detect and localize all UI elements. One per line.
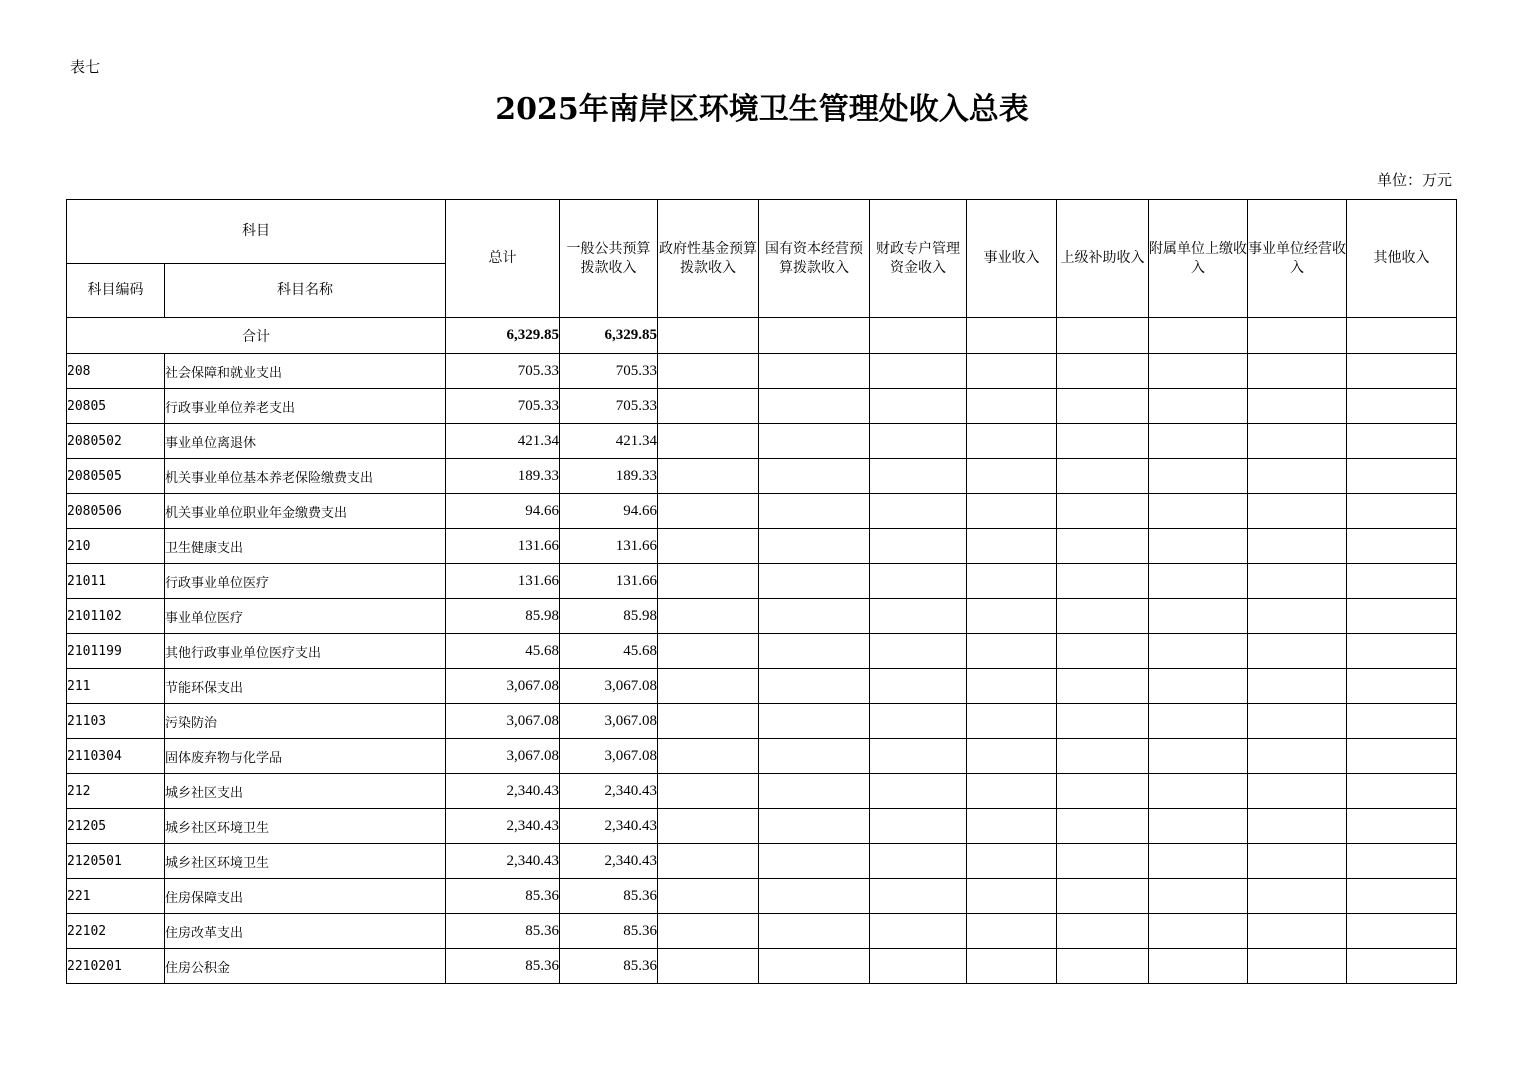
total-label: 合计	[67, 318, 446, 354]
empty-cell	[870, 424, 967, 459]
empty-cell	[759, 739, 870, 774]
empty-cell	[1149, 424, 1248, 459]
general-budget-cell: 85.36	[560, 914, 658, 949]
general-budget-cell: 131.66	[560, 529, 658, 564]
subject-name-cell: 住房公积金	[165, 949, 446, 984]
subject-code-cell: 2101102	[67, 599, 165, 634]
table-row	[67, 669, 1457, 704]
empty-cell	[759, 949, 870, 984]
empty-cell	[1248, 354, 1347, 389]
subject-code-cell: 21205	[67, 809, 165, 844]
empty-cell	[759, 494, 870, 529]
empty-cell	[1149, 879, 1248, 914]
empty-cell	[759, 914, 870, 949]
header-state-capital: 国有资本经营预算拨款收入	[759, 200, 870, 318]
empty-cell	[870, 459, 967, 494]
header-subject-name: 科目名称	[165, 264, 446, 318]
table-row	[67, 634, 1457, 669]
empty-cell	[658, 739, 759, 774]
total-cell: 85.36	[446, 914, 560, 949]
table-row	[67, 704, 1457, 739]
total-cell: 3,067.08	[446, 669, 560, 704]
empty-cell	[967, 914, 1057, 949]
empty-cell	[1347, 669, 1457, 704]
empty-cell	[658, 529, 759, 564]
empty-cell	[658, 879, 759, 914]
subject-name-cell: 卫生健康支出	[165, 529, 446, 564]
empty-cell	[870, 494, 967, 529]
general-budget-cell: 2,340.43	[560, 774, 658, 809]
empty-cell	[1149, 704, 1248, 739]
empty-cell	[1248, 389, 1347, 424]
empty-cell	[1248, 599, 1347, 634]
table-row	[67, 599, 1457, 634]
subject-name-cell: 住房改革支出	[165, 914, 446, 949]
subject-name-cell: 行政事业单位医疗	[165, 564, 446, 599]
header-operating-income: 事业单位经营收入	[1248, 200, 1347, 318]
empty-cell	[870, 739, 967, 774]
empty-cell	[1057, 424, 1149, 459]
empty-cell	[967, 424, 1057, 459]
empty-cell	[1347, 354, 1457, 389]
general-budget-cell: 85.98	[560, 599, 658, 634]
empty-cell	[1057, 564, 1149, 599]
empty-cell	[1248, 459, 1347, 494]
empty-cell	[1149, 318, 1248, 354]
total-cell: 131.66	[446, 529, 560, 564]
empty-cell	[1149, 809, 1248, 844]
total-cell: 2,340.43	[446, 774, 560, 809]
subject-name-cell: 社会保障和就业支出	[165, 354, 446, 389]
table-row	[67, 809, 1457, 844]
empty-cell	[870, 844, 967, 879]
table-row	[67, 354, 1457, 389]
general-budget-cell: 45.68	[560, 634, 658, 669]
empty-cell	[1347, 914, 1457, 949]
table-row	[67, 494, 1457, 529]
subject-name-cell: 机关事业单位基本养老保险缴费支出	[165, 459, 446, 494]
empty-cell	[1149, 564, 1248, 599]
subject-code-cell: 2080502	[67, 424, 165, 459]
empty-cell	[658, 494, 759, 529]
empty-cell	[1057, 529, 1149, 564]
empty-cell	[1149, 494, 1248, 529]
empty-cell	[759, 809, 870, 844]
empty-cell	[1347, 634, 1457, 669]
empty-cell	[759, 704, 870, 739]
empty-cell	[1347, 879, 1457, 914]
empty-cell	[1248, 424, 1347, 459]
total-cell: 85.36	[446, 949, 560, 984]
empty-cell	[1149, 669, 1248, 704]
header-fiscal-special: 财政专户管理资金收入	[870, 200, 967, 318]
empty-cell	[658, 669, 759, 704]
empty-cell	[870, 318, 967, 354]
empty-cell	[1057, 809, 1149, 844]
total-cell: 3,067.08	[446, 739, 560, 774]
empty-cell	[967, 529, 1057, 564]
table-row	[67, 459, 1457, 494]
empty-cell	[759, 318, 870, 354]
total-row	[67, 318, 1457, 354]
subject-name-cell: 事业单位离退休	[165, 424, 446, 459]
empty-cell	[1347, 424, 1457, 459]
empty-cell	[658, 459, 759, 494]
empty-cell	[1057, 739, 1149, 774]
general-budget-cell: 94.66	[560, 494, 658, 529]
subject-name-cell: 机关事业单位职业年金缴费支出	[165, 494, 446, 529]
income-summary-table	[66, 199, 1457, 984]
header-gov-fund: 政府性基金预算拨款收入	[658, 200, 759, 318]
empty-cell	[1149, 529, 1248, 564]
empty-cell	[870, 529, 967, 564]
empty-cell	[1248, 529, 1347, 564]
page-title: 2025年南岸区环境卫生管理处收入总表	[495, 92, 1029, 127]
empty-cell	[1347, 809, 1457, 844]
total-cell: 45.68	[446, 634, 560, 669]
empty-cell	[870, 914, 967, 949]
subject-name-cell: 事业单位医疗	[165, 599, 446, 634]
general-budget-cell: 2,340.43	[560, 809, 658, 844]
empty-cell	[870, 389, 967, 424]
table-row	[67, 564, 1457, 599]
empty-cell	[1347, 318, 1457, 354]
subject-code-cell: 2080506	[67, 494, 165, 529]
empty-cell	[967, 844, 1057, 879]
empty-cell	[1248, 704, 1347, 739]
empty-cell	[1248, 318, 1347, 354]
unit-label: 单位：万元	[1376, 171, 1452, 189]
empty-cell	[1149, 914, 1248, 949]
empty-cell	[759, 599, 870, 634]
empty-cell	[658, 949, 759, 984]
subject-name-cell: 固体废弃物与化学品	[165, 739, 446, 774]
empty-cell	[759, 774, 870, 809]
empty-cell	[759, 459, 870, 494]
empty-cell	[1149, 459, 1248, 494]
subject-code-cell: 21103	[67, 704, 165, 739]
empty-cell	[967, 634, 1057, 669]
empty-cell	[1347, 529, 1457, 564]
general-budget-cell: 705.33	[560, 389, 658, 424]
subject-code-cell: 20805	[67, 389, 165, 424]
empty-cell	[1347, 599, 1457, 634]
empty-cell	[1248, 634, 1347, 669]
empty-cell	[759, 634, 870, 669]
header-total: 总计	[446, 200, 560, 318]
empty-cell	[759, 529, 870, 564]
empty-cell	[870, 809, 967, 844]
empty-cell	[1057, 459, 1149, 494]
header-business-income: 事业收入	[967, 200, 1057, 318]
total-cell: 189.33	[446, 459, 560, 494]
empty-cell	[1347, 739, 1457, 774]
table-row	[67, 424, 1457, 459]
empty-cell	[658, 424, 759, 459]
table-row	[67, 739, 1457, 774]
table-row	[67, 844, 1457, 879]
empty-cell	[1347, 704, 1457, 739]
empty-cell	[1347, 494, 1457, 529]
empty-cell	[1149, 844, 1248, 879]
empty-cell	[1347, 459, 1457, 494]
general-budget-cell: 85.36	[560, 879, 658, 914]
empty-cell	[759, 354, 870, 389]
subject-code-cell: 210	[67, 529, 165, 564]
empty-cell	[658, 774, 759, 809]
empty-cell	[967, 704, 1057, 739]
subject-code-cell: 221	[67, 879, 165, 914]
table-row	[67, 389, 1457, 424]
empty-cell	[1248, 774, 1347, 809]
empty-cell	[1057, 844, 1149, 879]
table-row	[67, 529, 1457, 564]
empty-cell	[1347, 844, 1457, 879]
total-cell: 85.36	[446, 879, 560, 914]
empty-cell	[1347, 564, 1457, 599]
general-budget-cell: 3,067.08	[560, 704, 658, 739]
table-row	[67, 949, 1457, 984]
empty-cell	[1057, 704, 1149, 739]
empty-cell	[870, 774, 967, 809]
general-budget-cell: 189.33	[560, 459, 658, 494]
empty-cell	[1248, 564, 1347, 599]
empty-cell	[967, 318, 1057, 354]
subject-name-cell: 其他行政事业单位医疗支出	[165, 634, 446, 669]
total-cell: 131.66	[446, 564, 560, 599]
empty-cell	[870, 354, 967, 389]
general-budget-cell: 2,340.43	[560, 844, 658, 879]
empty-cell	[1248, 809, 1347, 844]
empty-cell	[658, 389, 759, 424]
empty-cell	[1149, 599, 1248, 634]
empty-cell	[967, 879, 1057, 914]
empty-cell	[1248, 494, 1347, 529]
empty-cell	[658, 564, 759, 599]
empty-cell	[1248, 914, 1347, 949]
empty-cell	[967, 389, 1057, 424]
empty-cell	[1057, 494, 1149, 529]
empty-cell	[1057, 318, 1149, 354]
header-subject: 科目	[67, 200, 446, 264]
subject-code-cell: 212	[67, 774, 165, 809]
empty-cell	[1057, 774, 1149, 809]
general-budget-cell: 421.34	[560, 424, 658, 459]
empty-cell	[658, 354, 759, 389]
empty-cell	[1347, 389, 1457, 424]
empty-cell	[870, 634, 967, 669]
empty-cell	[967, 564, 1057, 599]
empty-cell	[870, 599, 967, 634]
subject-code-cell: 21011	[67, 564, 165, 599]
empty-cell	[1149, 634, 1248, 669]
empty-cell	[967, 669, 1057, 704]
empty-cell	[1057, 879, 1149, 914]
empty-cell	[658, 318, 759, 354]
empty-cell	[1149, 739, 1248, 774]
empty-cell	[967, 494, 1057, 529]
header-subject-code: 科目编码	[67, 264, 165, 318]
general-budget-cell: 3,067.08	[560, 739, 658, 774]
header-affiliate-turnover: 附属单位上缴收入	[1149, 200, 1248, 318]
subject-code-cell: 211	[67, 669, 165, 704]
header-superior-subsidy: 上级补助收入	[1057, 200, 1149, 318]
subject-code-cell: 208	[67, 354, 165, 389]
empty-cell	[870, 704, 967, 739]
empty-cell	[1057, 354, 1149, 389]
subject-name-cell: 城乡社区环境卫生	[165, 809, 446, 844]
empty-cell	[759, 844, 870, 879]
empty-cell	[1347, 774, 1457, 809]
empty-cell	[1057, 914, 1149, 949]
subject-code-cell: 2120501	[67, 844, 165, 879]
empty-cell	[1248, 844, 1347, 879]
empty-cell	[967, 774, 1057, 809]
subject-code-cell: 2110304	[67, 739, 165, 774]
empty-cell	[967, 949, 1057, 984]
empty-cell	[1248, 879, 1347, 914]
empty-cell	[658, 634, 759, 669]
total-cell: 94.66	[446, 494, 560, 529]
empty-cell	[967, 599, 1057, 634]
general-budget-cell: 3,067.08	[560, 669, 658, 704]
general-budget-cell: 85.36	[560, 949, 658, 984]
empty-cell	[1149, 774, 1248, 809]
empty-cell	[967, 354, 1057, 389]
empty-cell	[759, 669, 870, 704]
empty-cell	[1347, 949, 1457, 984]
empty-cell	[1057, 669, 1149, 704]
subject-name-cell: 城乡社区支出	[165, 774, 446, 809]
empty-cell	[658, 914, 759, 949]
empty-cell	[1149, 354, 1248, 389]
table-row	[67, 914, 1457, 949]
subject-name-cell: 行政事业单位养老支出	[165, 389, 446, 424]
total-cell: 2,340.43	[446, 809, 560, 844]
table-row	[67, 774, 1457, 809]
subject-code-cell: 2080505	[67, 459, 165, 494]
total-cell: 6,329.85	[446, 318, 560, 354]
table-row	[67, 879, 1457, 914]
empty-cell	[759, 424, 870, 459]
table-body	[67, 318, 1457, 984]
empty-cell	[967, 459, 1057, 494]
empty-cell	[759, 389, 870, 424]
table-label: 表七	[70, 58, 101, 76]
empty-cell	[870, 879, 967, 914]
general-budget-cell: 131.66	[560, 564, 658, 599]
general-budget-cell: 6,329.85	[560, 318, 658, 354]
empty-cell	[658, 599, 759, 634]
empty-cell	[1248, 739, 1347, 774]
total-cell: 421.34	[446, 424, 560, 459]
subject-name-cell: 住房保障支出	[165, 879, 446, 914]
empty-cell	[870, 949, 967, 984]
total-cell: 2,340.43	[446, 844, 560, 879]
empty-cell	[759, 564, 870, 599]
empty-cell	[967, 739, 1057, 774]
empty-cell	[1149, 949, 1248, 984]
empty-cell	[1057, 634, 1149, 669]
empty-cell	[1248, 949, 1347, 984]
subject-name-cell: 节能环保支出	[165, 669, 446, 704]
empty-cell	[1149, 389, 1248, 424]
empty-cell	[658, 809, 759, 844]
subject-code-cell: 2101199	[67, 634, 165, 669]
empty-cell	[967, 809, 1057, 844]
subject-code-cell: 2210201	[67, 949, 165, 984]
total-cell: 705.33	[446, 354, 560, 389]
empty-cell	[1057, 949, 1149, 984]
empty-cell	[658, 704, 759, 739]
subject-name-cell: 污染防治	[165, 704, 446, 739]
empty-cell	[1057, 389, 1149, 424]
empty-cell	[1057, 599, 1149, 634]
empty-cell	[1248, 669, 1347, 704]
total-cell: 3,067.08	[446, 704, 560, 739]
total-cell: 85.98	[446, 599, 560, 634]
empty-cell	[870, 564, 967, 599]
general-budget-cell: 705.33	[560, 354, 658, 389]
header-other-income: 其他收入	[1347, 200, 1457, 318]
total-cell: 705.33	[446, 389, 560, 424]
empty-cell	[870, 669, 967, 704]
empty-cell	[759, 879, 870, 914]
subject-name-cell: 城乡社区环境卫生	[165, 844, 446, 879]
header-general-budget: 一般公共预算拨款收入	[560, 200, 658, 318]
empty-cell	[658, 844, 759, 879]
subject-code-cell: 22102	[67, 914, 165, 949]
